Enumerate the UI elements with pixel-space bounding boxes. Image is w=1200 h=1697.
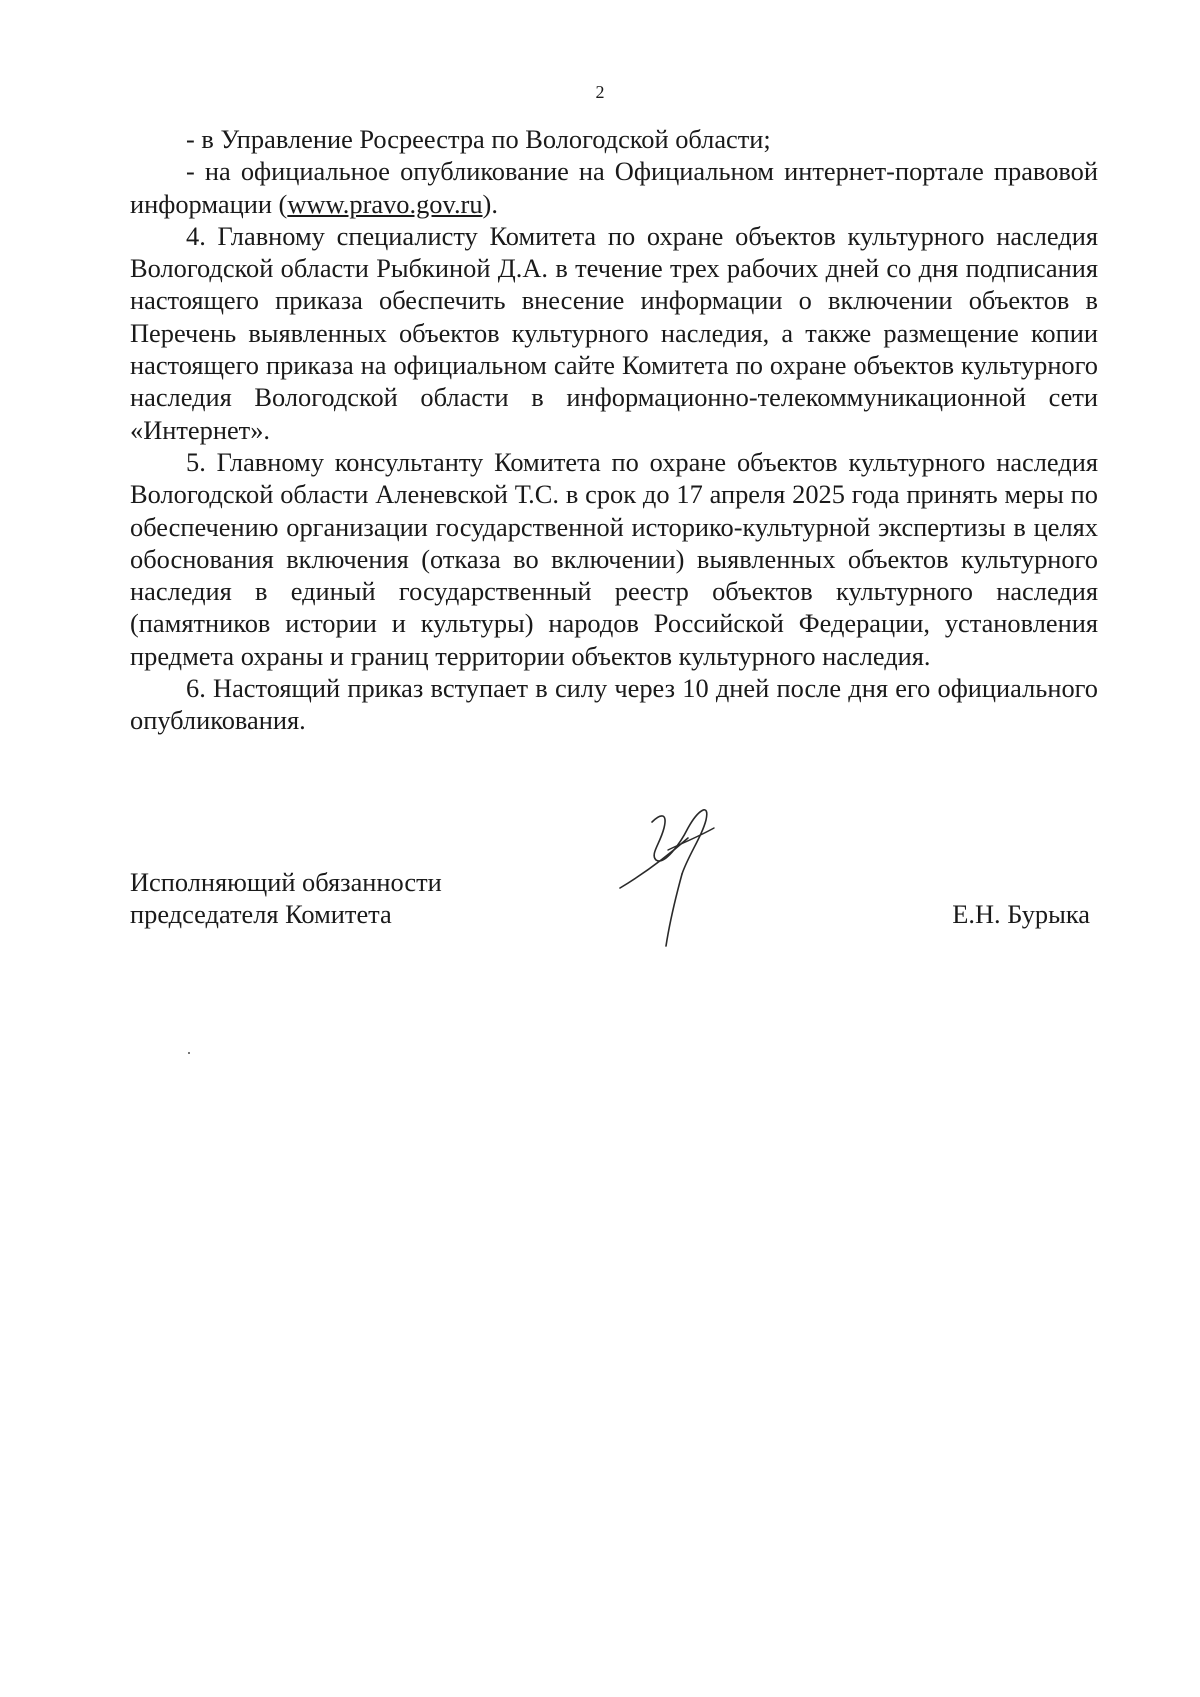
paragraph-item-5: 5. Главному консультанту Комитета по охране объектов культурного наследия Вологодской области Аленевской Т.С. в срок до 17 апреля 2025 года принять меры по обеспечению организации государственной историко-культурной экспертизы в целях обоснования включения (отказа во включении) выявленных объектов культурного наследия в единый государственный реестр объектов культурного наследия (памятников истории и культуры) народов Российской Федерации, установления предмета охраны и границ территории объектов культурного наследия. (130, 446, 1098, 671)
paragraph-official-publication (130, 155, 1098, 220)
document-body (130, 123, 1098, 737)
pravo-gov-link[interactable]: www.pravo.gov.ru (287, 188, 483, 219)
signatory-position-line-1: Исполняющий обязанности (130, 867, 442, 897)
paragraph-item-4: 4. Главному специалисту Комитета по охране объектов культурного наследия Вологодской области Рыбкиной Д.А. в течение трех рабочих дней со дня подписания настоящего приказа обеспечить внесение информации о включении объектов в Перечень выявленных объектов культурного наследия, а также размещение копии настоящего приказа на официальном сайте Комитета по охране объектов культурного наследия Вологодской области в информационно-телекоммуникационной сети «Интернет». (130, 220, 1098, 445)
publication-text-end: ). (482, 188, 498, 219)
paragraph-rosreestr: - в Управление Росреестра по Вологодской области; (186, 124, 771, 154)
signatory-name: Е.Н. Бурыка (952, 899, 1090, 929)
page-number: 2 (595, 82, 605, 102)
scan-speck (188, 1052, 190, 1054)
publication-text: - на официальное опубликование на Официальном интернет-портале правовой информации ( (130, 156, 1098, 219)
paragraph-item-6: 6. Настоящий приказ вступает в силу через 10 дней после дня его официального опубликования. (130, 673, 1098, 736)
signatory-position-line-2: председателя Комитета (130, 899, 392, 930)
handwritten-signature (610, 800, 750, 950)
signatory-position (130, 866, 442, 931)
